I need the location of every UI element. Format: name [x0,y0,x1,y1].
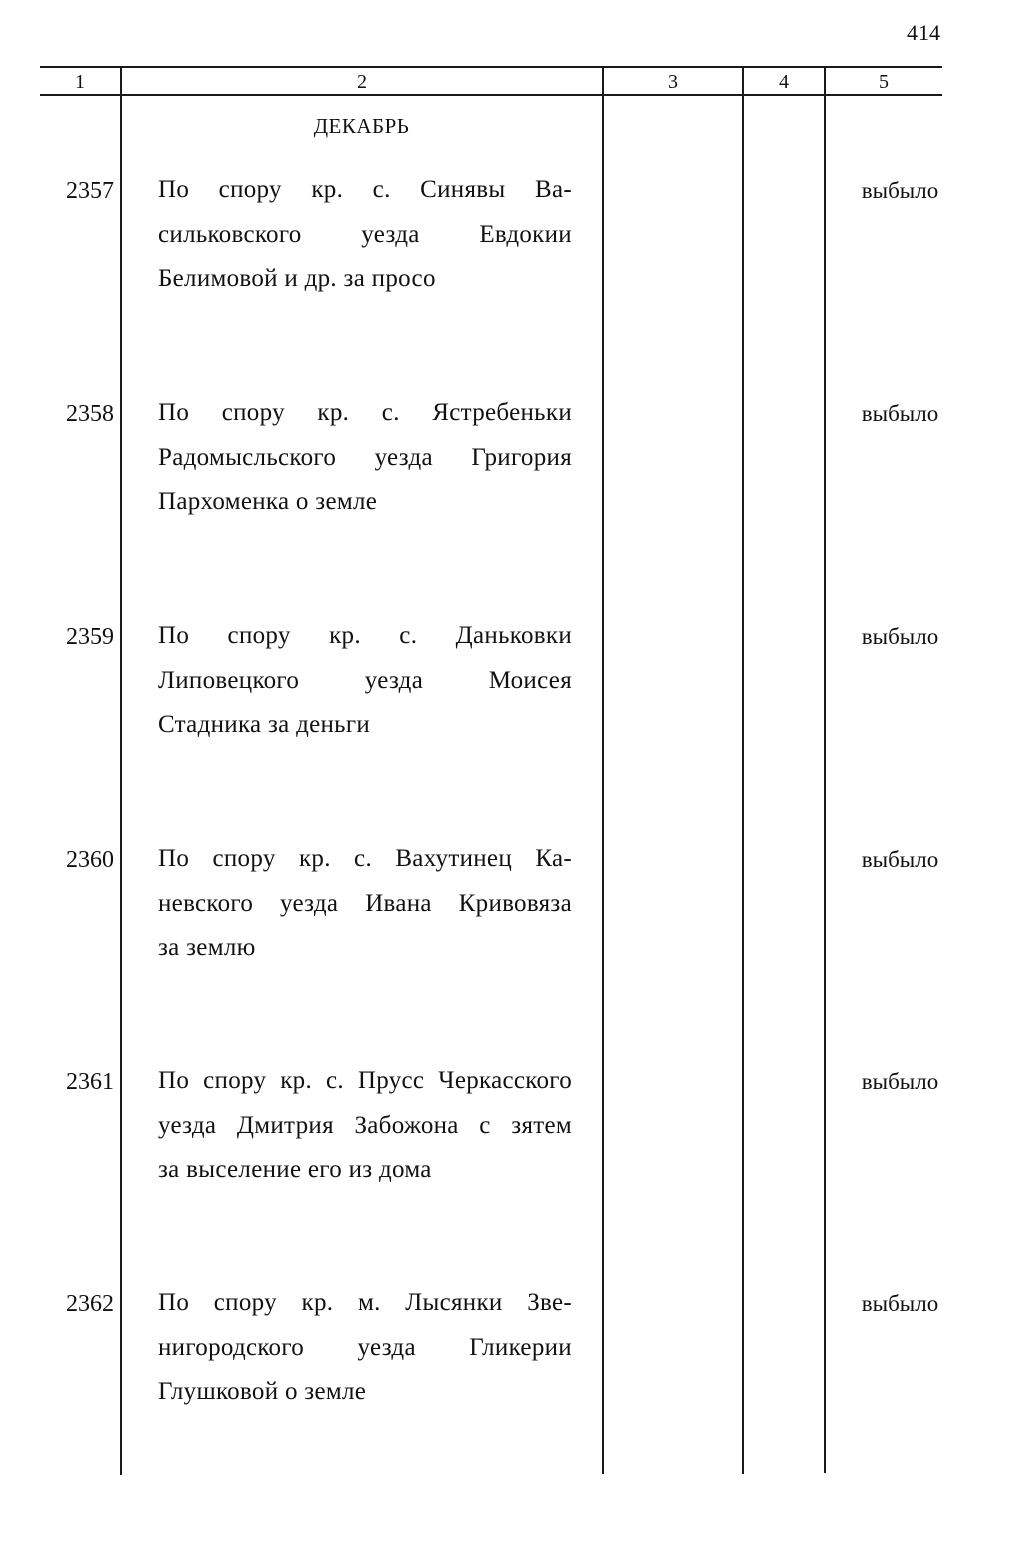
row-description [158,837,572,971]
column-divider-2-3 [602,67,604,1474]
description-line: Липовецкого уезда Моисея [158,666,572,694]
row-description [158,614,572,748]
row-number: 2358 [66,401,114,427]
description-line: По спору кр. м. Лысянки Зве- [158,1289,572,1316]
column-divider-4-5 [824,67,826,1473]
description-line: за землю [158,934,256,961]
row-status: выбыло [861,178,939,203]
column-divider-1-2 [120,67,122,1475]
description-line: По спору кр. с. Прусс Черкасского [158,1067,572,1094]
section-heading-month: ДЕКАБРЬ [313,114,410,138]
table-top-rule [40,66,942,68]
column-header-1: 1 [75,71,85,93]
description-line: Радомысльского уезда Григория [158,443,572,471]
description-line: Белимовой и др. за просо [158,265,436,292]
column-header-4: 4 [779,71,789,93]
description-line: По спору кр. с. Вахутинец Ка- [158,845,572,872]
description-line: уезда Дмитрия Забожона с зятем [158,1111,572,1139]
page-number: 414 [907,20,940,45]
row-description [158,391,572,525]
description-line: Стадника за деньги [158,711,371,738]
column-divider-3-4 [742,67,744,1474]
description-line: Глушковой о земле [158,1378,367,1405]
description-line: Пархоменка о земле [158,488,378,515]
row-number: 2361 [66,1069,114,1095]
column-header-3: 3 [668,71,678,93]
row-description [158,1281,572,1415]
row-status: выбыло [861,401,939,426]
row-status: выбыло [861,1069,939,1094]
row-description [158,1059,572,1193]
description-line: По спору кр. с. Ястребеньки [158,399,572,426]
column-header-2: 2 [357,71,367,93]
description-line: за выселение его из дома [158,1156,432,1183]
row-number: 2362 [66,1291,114,1317]
row-status: выбыло [861,1291,939,1316]
description-line: По спору кр. с. Даньковки [158,622,572,649]
column-header-5: 5 [879,71,889,93]
description-line: По спору кр. с. Синявы Ва- [158,176,572,203]
description-line: нигородского уезда Гликерии [158,1333,572,1361]
row-number: 2359 [66,624,114,650]
description-line: сильковского уезда Евдокии [158,220,572,248]
row-status: выбыло [861,847,939,872]
row-number: 2360 [66,847,114,873]
table-header-bottom-rule [40,94,942,96]
row-status: выбыло [861,624,939,649]
row-description [158,168,572,302]
description-line: невского уезда Ивана Кривовяза [158,889,572,917]
row-number: 2357 [66,178,114,204]
